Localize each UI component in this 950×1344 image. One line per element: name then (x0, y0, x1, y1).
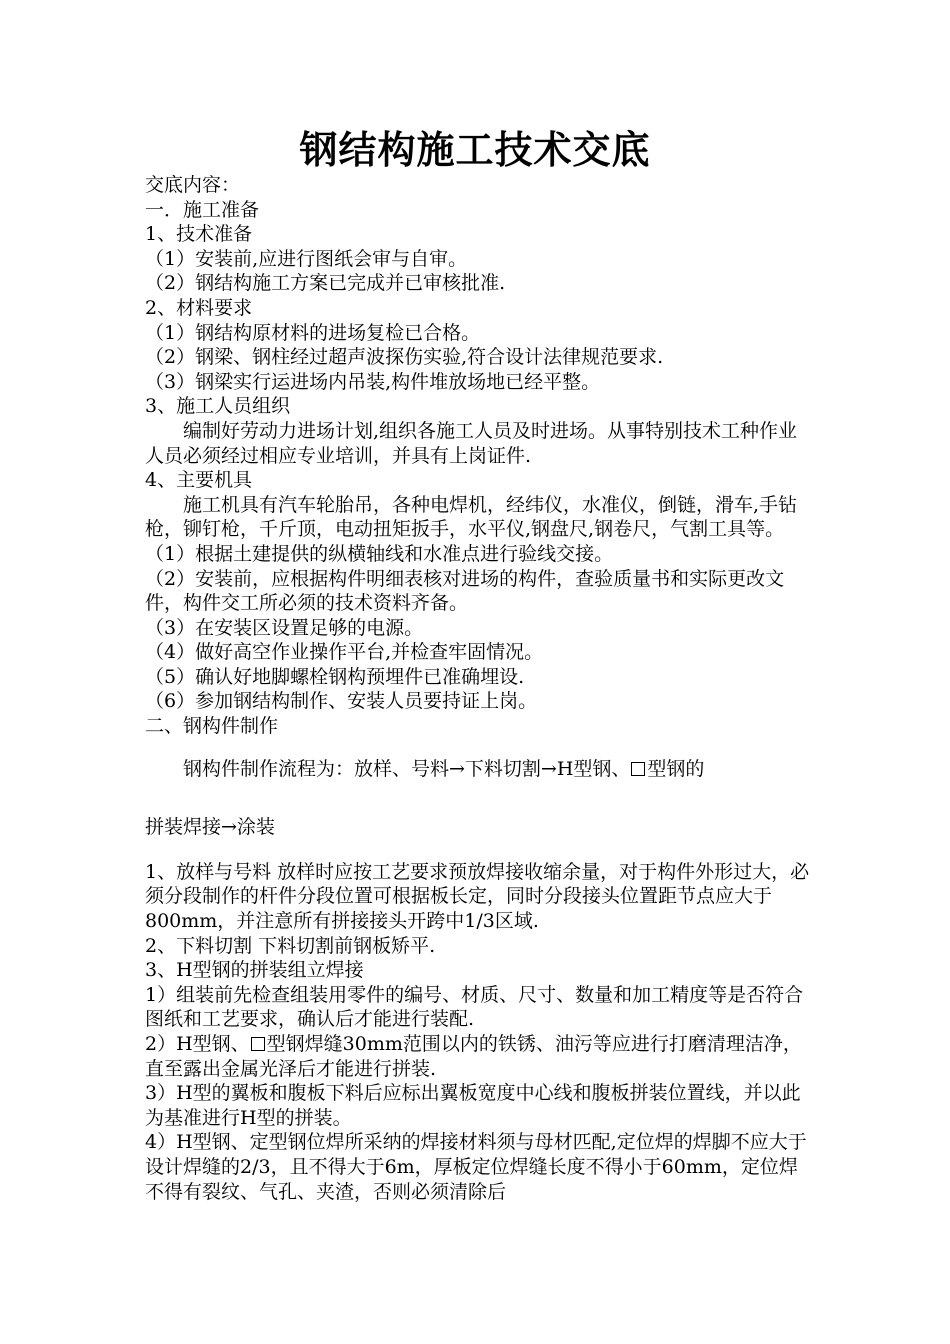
list-item: 1）组装前先检查组装用零件的编号、材质、尺寸、数量和加工精度等是否符合图纸和工艺要求，确认后才能进行装配. (145, 983, 804, 1031)
paragraph-layout-marking: 1、放样与号料 放样时应按工艺要求预放焊接收缩余量，对于构件外形过大，必须分段制作的杆件分段位置可根据板长定，同时分段接头位置距节点应大于800mm，并注意所有拼接接头开跨中1/3区域. (145, 860, 810, 933)
subheading-h-steel: 3、H型钢的拼装组立焊接 (145, 959, 364, 982)
process-flow-continued: 拼装焊接→涂装 (145, 816, 275, 839)
subheading-materials: 2、材料要求 (145, 296, 253, 319)
list-item (145, 1032, 815, 1081)
square-section-icon (251, 1037, 265, 1051)
list-item: （2）安装前，应根据构件明细表核对进场的构件，查验质量书和实际更改文件，构件交工所必须的技术资料齐备。 (145, 567, 785, 615)
list-item: （1）钢结构原材料的进场复检已合格。 (145, 321, 481, 344)
subheading-personnel: 3、施工人员组织 (145, 395, 291, 418)
paragraph-cutting: 2、下料切割 下料切割前钢板矫平. (145, 934, 436, 957)
section-heading-2: 二、钢构件制作 (145, 715, 279, 738)
list-item: （1）根据土建提供的纵横轴线和水准点进行验线交接。 (145, 542, 614, 565)
list-item: （1）安装前,应进行图纸会审与自审。 (145, 247, 468, 270)
square-section-icon (631, 762, 645, 776)
list-item: （6）参加钢结构制作、安装人员要持证上岗。 (145, 690, 538, 713)
list-item: （5）确认好地脚螺栓钢构预埋件已准确埋设. (145, 665, 525, 688)
list-item: （2）钢结构施工方案已完成并已审核批准. (145, 272, 506, 295)
list-item: （4）做好高空作业操作平台,并检查牢固情况。 (145, 641, 544, 664)
subheading-machinery: 4、主要机具 (145, 469, 253, 492)
document-body (145, 173, 815, 1204)
section-heading-1: 一．施工准备 (145, 198, 260, 221)
process-flow-text-a: 钢构件制作流程为：放样、号料→下料切割→H型钢、 (183, 757, 631, 780)
list-item: （3）钢梁实行运进场内吊装,构件堆放场地已经平整。 (145, 370, 601, 393)
list-item: （2）钢梁、钢柱经过超声波探伤实验,符合设计法律规范要求. (145, 346, 664, 369)
line-intro: 交底内容： (145, 174, 241, 196)
list-item: 3）H型的翼板和腹板下料后应标出翼板宽度中心线和腹板拼装位置线，并以此为基准进行H型的拼装。 (145, 1082, 801, 1129)
list-item: 4）H型钢、定型钢位焊所采纳的焊接材料须与母材匹配,定位焊的焊脚不应大于设计焊缝的2/3，且不得大于6m，厚板定位焊缝长度不得小于60mm，定位焊不得有裂纹、气孔、夹渣，否则必须清除后 (145, 1131, 807, 1203)
process-flow-text-b: 型钢的 (647, 757, 705, 780)
list-item: （3）在安装区设置足够的电源。 (145, 616, 424, 639)
paragraph-personnel: 编制好劳动力进场计划,组织各施工人员及时进场。从事特别技术工种作业人员必须经过相应专业培训，并具有上岗证件. (145, 419, 798, 467)
subheading-tech-prep: 1、技术准备 (145, 223, 253, 246)
paragraph-process-flow (145, 757, 815, 782)
item-2-text-a: 2）H型钢、 (145, 1033, 250, 1055)
item-2-text-b: 型钢焊缝30mm范围以内的铁锈、油污等应进行打磨清理洁净，直至露出金属光泽后才能进行拼装. (145, 1033, 802, 1080)
paragraph-machinery: 施工机具有汽车轮胎吊，各种电焊机，经纬仪，水准仪，倒链，滑车,手钻枪，铆钉枪，千斤顶，电动扭矩扳手，水平仪,钢盘尺,钢卷尺，气割工具等。 (145, 493, 798, 541)
document-title: 钢结构施工技术交底 (299, 128, 651, 172)
